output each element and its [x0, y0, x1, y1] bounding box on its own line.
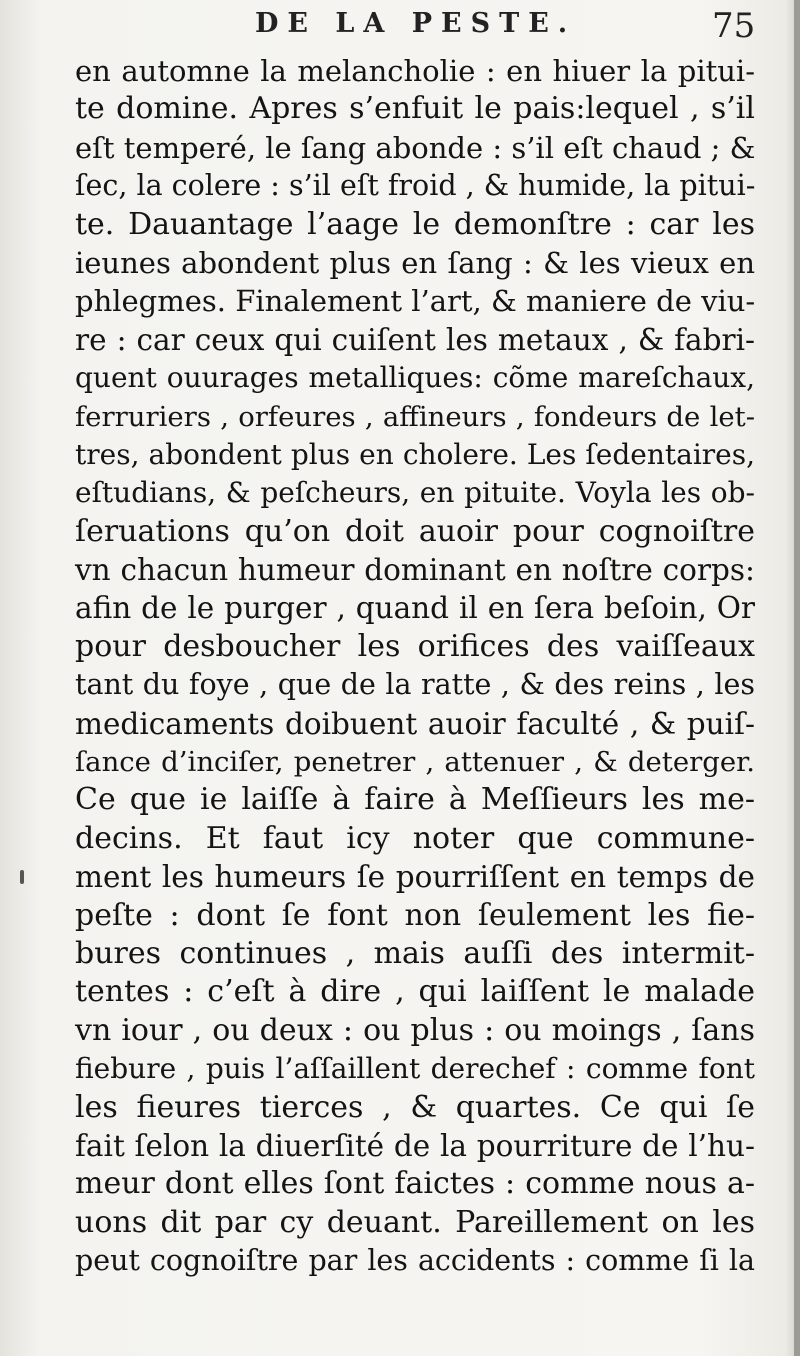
text-line: bures continues , mais auſſi des intermit- [75, 935, 755, 971]
text-line: medicaments doibuent auoir faculté , & puiſ- [75, 706, 755, 741]
text-line: ſeruations qu’on doit auoir pour cognoiſtre [75, 513, 755, 549]
text-line: uons dit par cy deuant. Pareillement on les [75, 1204, 755, 1240]
text-line: fiebure , puis l’aſſaillent derechef : comme font [75, 1052, 755, 1086]
text-line: te. Dauantage l’aage le demonſtre : car les [75, 206, 755, 242]
page-edge-shadow [794, 0, 800, 1356]
text-line: phlegmes. Finalement l’art, & maniere de viu- [75, 284, 756, 319]
page-number: 75 [712, 6, 756, 46]
running-head [0, 6, 800, 46]
text-line: Ce que ie laiſſe à faire à Meſſieurs les me- [75, 782, 755, 818]
running-title: DE LA PESTE. [255, 8, 577, 39]
text-line: re : car ceux qui cuiſent les metaux , & fabri- [75, 322, 755, 357]
text-line: afin de le purger , quand il en ſera beſoin, Or [75, 591, 755, 626]
text-line: en automne la melancholie : en hiuer la pitui- [75, 54, 755, 88]
text-line: fait ſelon la diuerſité de la pourriture de l’hu- [75, 1128, 755, 1163]
text-line: ſec, la colere : s’il eſt froid , & humide, la pitui- [75, 169, 756, 203]
text-line: tres, abondent plus en cholere. Les ſedentaires, [75, 437, 755, 471]
text-line: pour desboucher les orifices des vaiſſeaux [75, 628, 755, 664]
text-line: eſtudians, & peſcheurs, en pituite. Voyla les ob- [75, 476, 755, 510]
text-line: meur dont elles ſont faictes : comme nous a- [75, 1166, 755, 1202]
text-line: ferruriers , orfeures , affineurs , fondeurs de let- [75, 400, 755, 433]
text-line: te domine. Apres s’enfuit le pais:lequel , s’il [75, 91, 755, 127]
margin-mark [20, 870, 24, 884]
text-line: ſance d’inciſer, penetrer , attenuer , & deterger. [75, 746, 755, 779]
text-line: ieunes abondent plus en ſang : & les vieux en [75, 245, 755, 280]
text-line: vn chacun humeur dominant en noſtre corps: [75, 553, 755, 588]
text-line: eſt temperé, le ſang abonde : s’il eſt chaud ; & [75, 130, 756, 165]
text-line: les fieures tierces , & quartes. Ce qui ſe [75, 1089, 755, 1125]
text-line: vn iour , ou deux : ou plus : ou moings , ſans [75, 1012, 755, 1048]
text-line: decins. Et faut icy noter que commune- [75, 820, 755, 856]
text-line: tentes : c’eſt à dire , qui laiſſent le malade [75, 974, 755, 1010]
body-text [75, 52, 755, 1281]
text-line: peut cognoiſtre par les accidents : comme ſi la [75, 1244, 755, 1278]
text-line: peſte : dont ſe font non ſeulement les fie- [75, 897, 755, 933]
text-line: ment les humeurs ſe pourriſſent en temps de [75, 860, 755, 895]
text-line: tant du foye , que de la ratte , & des reins , les [75, 668, 755, 702]
text-line: quent ouurages metalliques: cõme mareſchaux, [75, 361, 755, 395]
